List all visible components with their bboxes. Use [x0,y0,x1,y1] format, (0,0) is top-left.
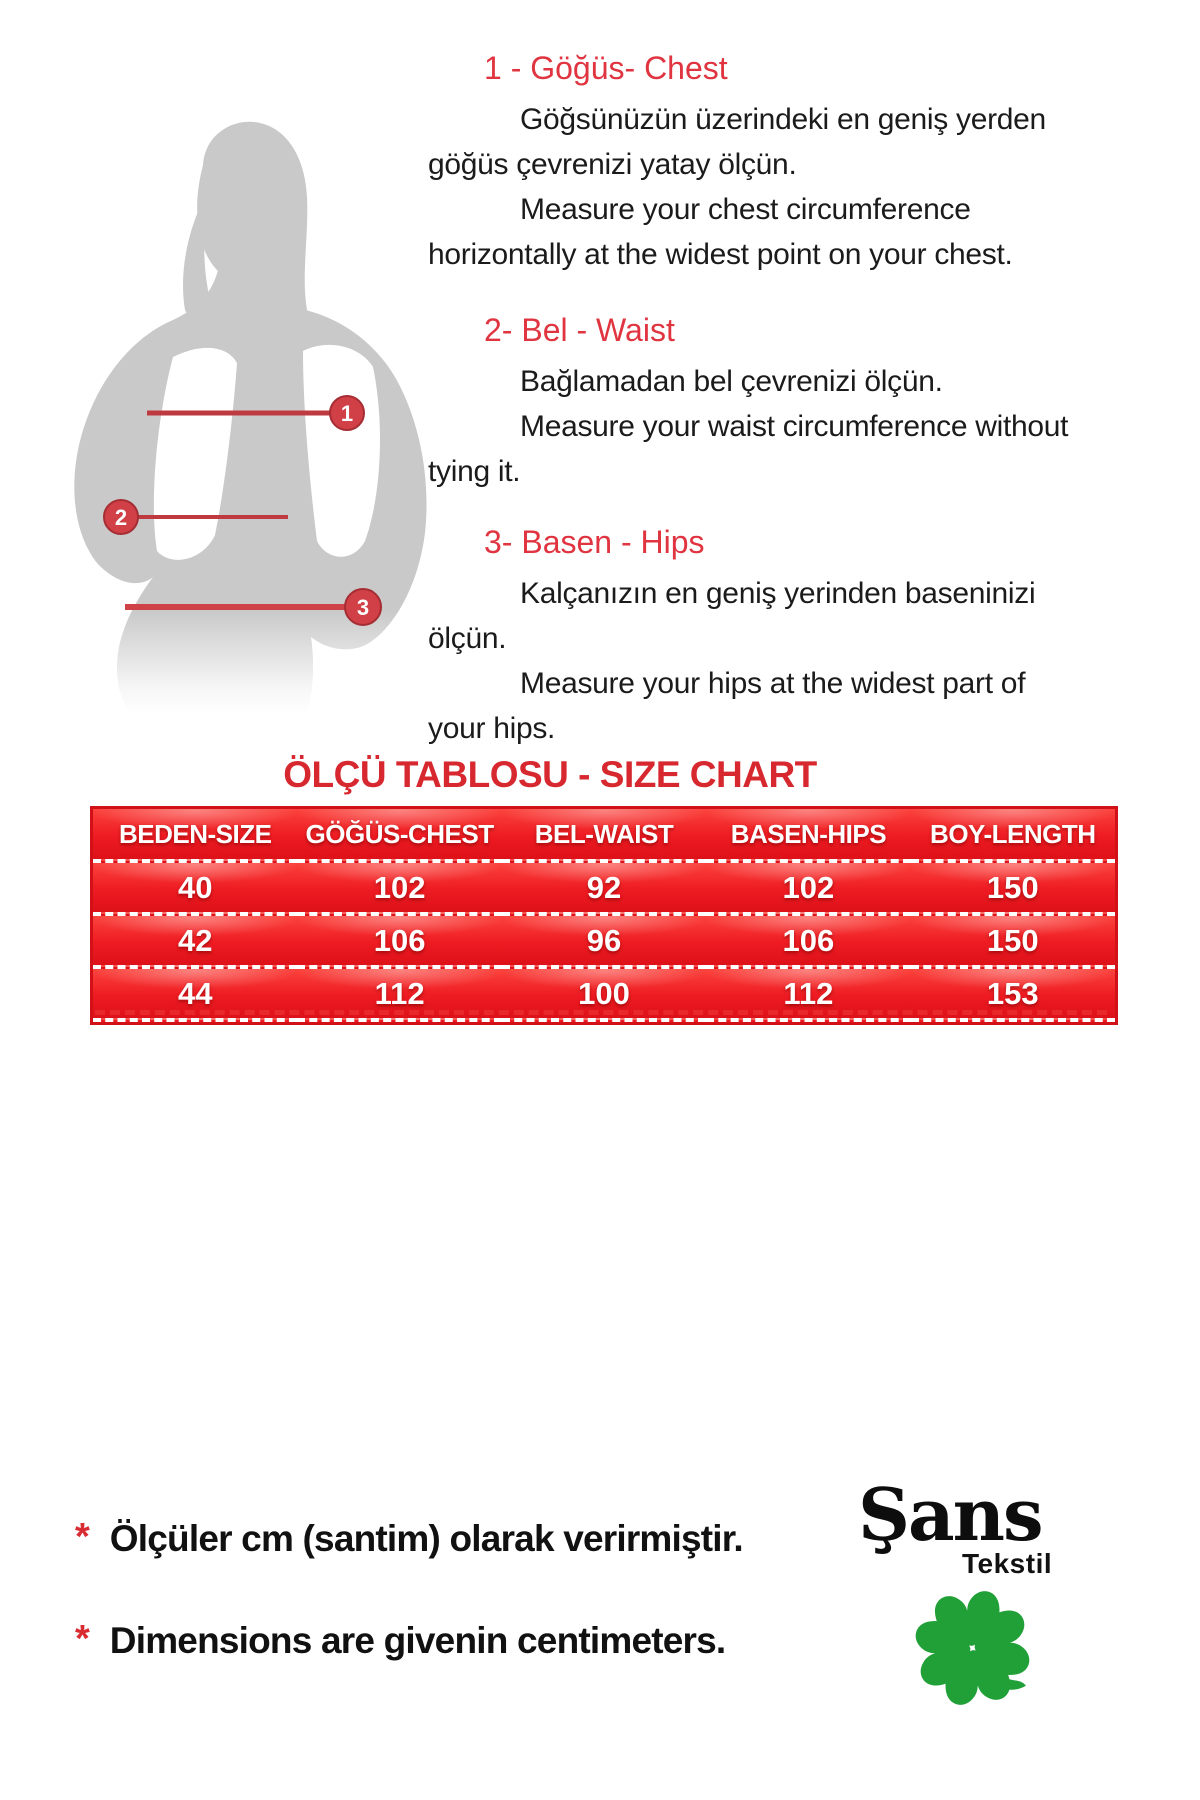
brand-name: Şans [858,1472,1042,1557]
text-line: horizontally at the widest point on your chest. [428,238,1013,271]
size-cell: 40 [93,861,297,914]
section-chest [428,50,1188,277]
footnote-en-text: Dimensions are givenin centimeters. [109,1620,726,1661]
asterisk: * [75,1618,90,1660]
size-cell: 102 [297,861,501,914]
size-cell: 106 [297,914,501,967]
size-cell: 106 [706,914,910,967]
text-line: Measure your waist circumference without [520,410,1069,443]
table-header-row [93,809,1115,861]
text-line: Bağlamadan bel çevrenizi ölçün. [520,365,943,398]
clover-icon [900,1578,1045,1718]
size-cell: 44 [93,967,297,1020]
text-line: your hips. [428,712,556,745]
footnote-en [75,1618,725,1662]
text-line: Göğsünüzün üzerindeki en geniş yerden [520,103,1046,136]
table-row [93,861,1115,914]
text-line: ölçün. [428,622,507,655]
size-cell: 100 [502,967,706,1020]
size-cell: 92 [502,861,706,914]
column-header: BASEN-HIPS [706,809,910,861]
waist-marker-label: 2 [114,505,128,530]
size-cell: 153 [911,967,1115,1020]
text-line: tying it. [428,455,521,488]
size-cell: 96 [502,914,706,967]
text-line: Measure your chest circumference [520,193,971,226]
table-row [93,914,1115,967]
section-waist-heading: 2- Bel - Waist [484,312,675,348]
section-waist [428,312,1188,494]
column-header: BEL-WAIST [502,809,706,861]
text-line: Measure your hips at the widest part of [520,667,1026,700]
section-hips-heading: 3- Basen - Hips [484,524,705,560]
column-header: GÖĞÜS-CHEST [297,809,501,861]
size-cell: 102 [706,861,910,914]
bottom-fade [55,610,445,715]
asterisk: * [75,1516,90,1558]
section-hips [428,524,1188,751]
hips-marker-label: 3 [356,595,370,620]
size-chart-table [90,806,1118,1025]
section-chest-heading: 1 - Göğüs- Chest [484,50,728,86]
brand-subtitle: Tekstil [962,1548,1053,1579]
footnote-tr [75,1516,743,1560]
size-chart-title: ÖLÇÜ TABLOSU - SIZE CHART [283,754,817,795]
column-header: BOY-LENGTH [911,809,1115,861]
table-bottom-dashes [95,1010,1107,1015]
size-cell: 150 [911,914,1115,967]
chest-marker-label: 1 [340,401,354,426]
body-silhouette [55,105,445,715]
text-line: göğüs çevrenizi yatay ölçün. [428,148,797,181]
text-line: Kalçanızın en geniş yerinden baseninizi [520,577,1036,610]
footnote-tr-text: Ölçüler cm (santim) olarak verirmiştir. [109,1518,743,1559]
size-cell: 42 [93,914,297,967]
size-cell: 112 [706,967,910,1020]
size-cell: 150 [911,861,1115,914]
measurement-figure [55,105,445,715]
column-header: BEDEN-SIZE [93,809,297,861]
size-cell: 112 [297,967,501,1020]
